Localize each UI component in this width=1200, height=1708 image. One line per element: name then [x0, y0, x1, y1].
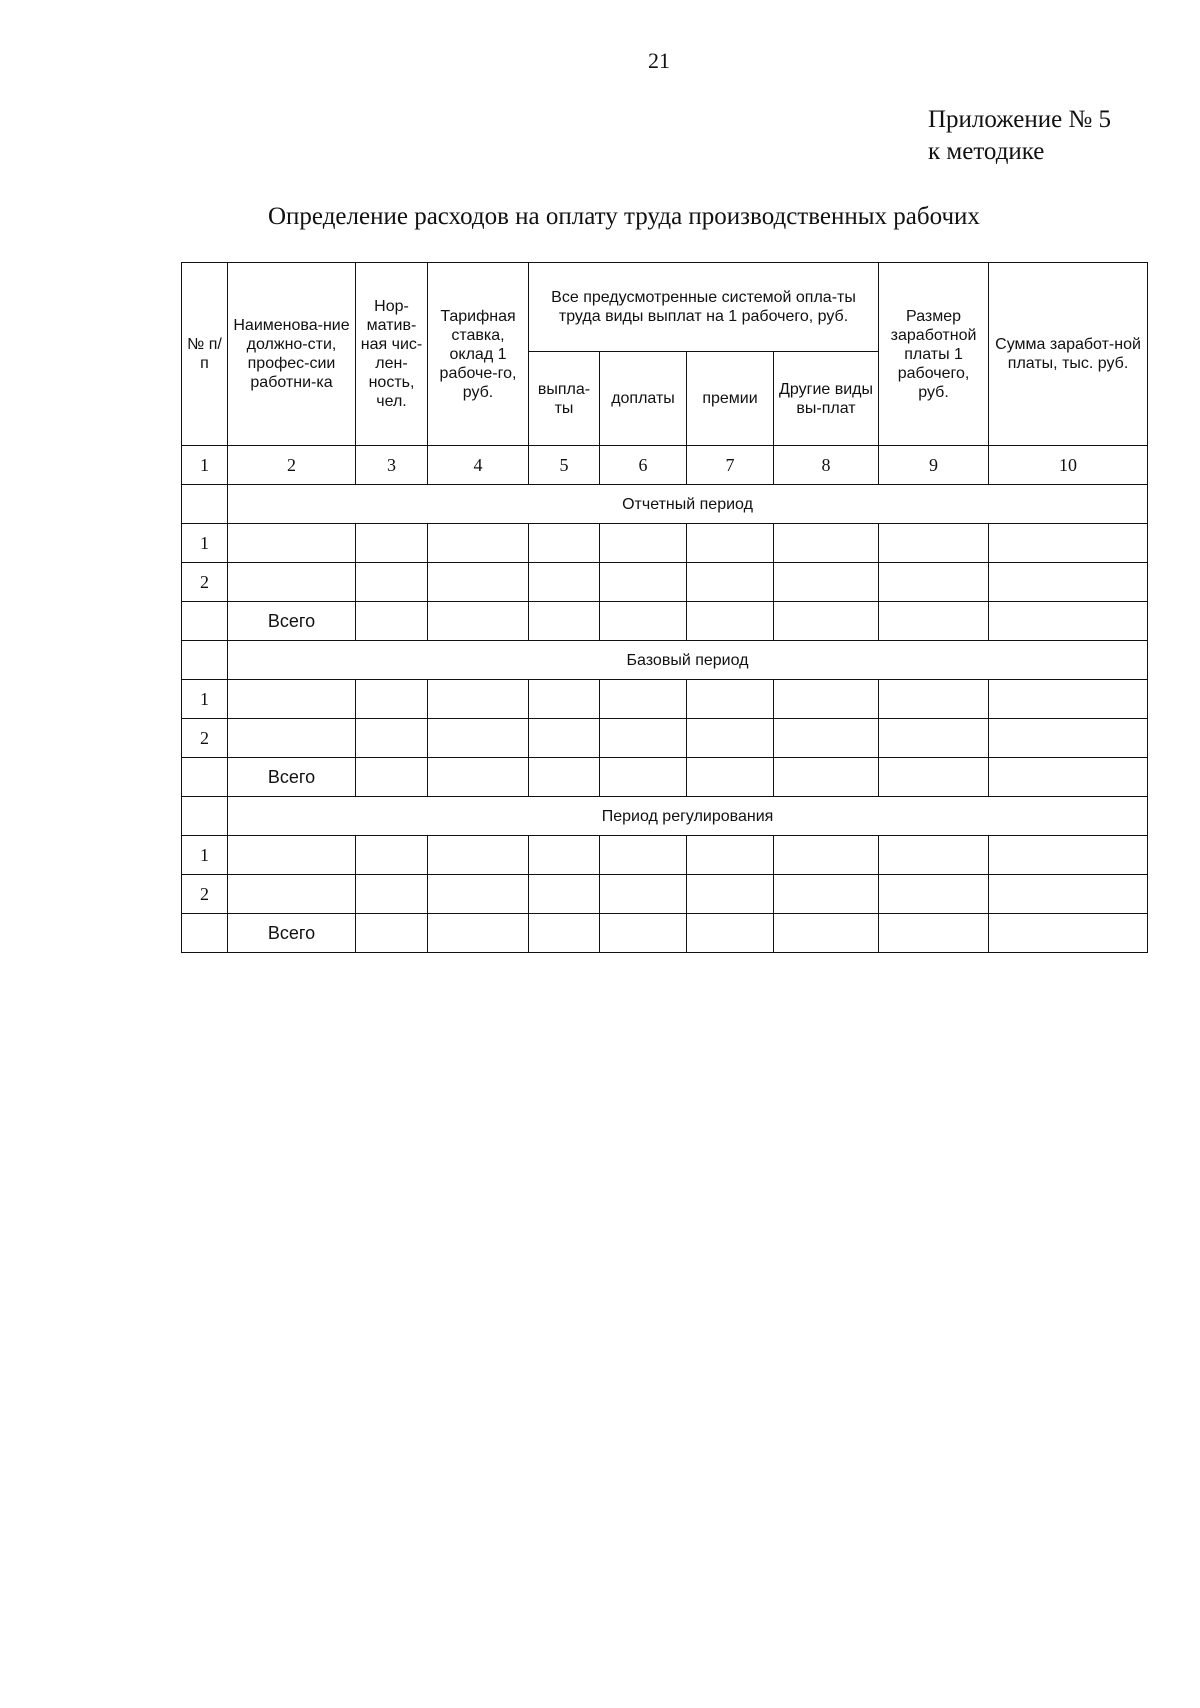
row-number: 1 — [182, 836, 228, 875]
empty-cell — [182, 758, 228, 797]
table-cell[interactable] — [774, 563, 879, 602]
section-label: Период регулирования — [228, 797, 1148, 836]
table-cell[interactable] — [228, 680, 356, 719]
table-cell[interactable] — [879, 563, 989, 602]
table-cell[interactable] — [600, 758, 687, 797]
table-cell[interactable] — [989, 524, 1148, 563]
table-cell[interactable] — [428, 875, 529, 914]
empty-cell — [182, 914, 228, 953]
table-cell[interactable] — [529, 875, 600, 914]
table-cell[interactable] — [428, 680, 529, 719]
table-cell[interactable] — [687, 875, 774, 914]
column-number: 8 — [774, 446, 879, 485]
table-cell[interactable] — [687, 602, 774, 641]
total-row — [182, 914, 1148, 953]
table-cell[interactable] — [228, 719, 356, 758]
table-cell[interactable] — [687, 680, 774, 719]
table-cell[interactable] — [989, 836, 1148, 875]
table-row — [182, 680, 1148, 719]
header-row-top — [182, 263, 1148, 352]
table-cell[interactable] — [774, 602, 879, 641]
row-number: 1 — [182, 524, 228, 563]
table-cell[interactable] — [687, 914, 774, 953]
table-cell[interactable] — [879, 836, 989, 875]
table-cell[interactable] — [774, 524, 879, 563]
column-number: 9 — [879, 446, 989, 485]
table-cell[interactable] — [529, 719, 600, 758]
table-cell[interactable] — [989, 680, 1148, 719]
column-number: 4 — [428, 446, 529, 485]
header-no: № п/п — [182, 263, 228, 446]
table-cell[interactable] — [428, 836, 529, 875]
total-row — [182, 602, 1148, 641]
empty-cell — [182, 797, 228, 836]
appendix-label — [928, 104, 1111, 168]
header-wage-sum: Сумма заработ-ной платы, тыс. руб. — [989, 263, 1148, 446]
table-cell[interactable] — [989, 719, 1148, 758]
header-payments-group: Все предусмотренные системой опла-ты труда виды выплат на 1 рабочего, руб. — [529, 263, 879, 352]
table-cell[interactable] — [989, 914, 1148, 953]
labor-cost-table — [181, 262, 1148, 953]
table-cell[interactable] — [774, 836, 879, 875]
table-cell[interactable] — [774, 719, 879, 758]
table-cell[interactable] — [529, 758, 600, 797]
section-header-regulation — [182, 797, 1148, 836]
table-row — [182, 563, 1148, 602]
header-tariff: Тарифная ставка, оклад 1 рабоче-го, руб. — [428, 263, 529, 446]
table-cell[interactable] — [687, 524, 774, 563]
table-cell[interactable] — [529, 602, 600, 641]
section-label: Отчетный период — [228, 485, 1148, 524]
empty-cell — [182, 485, 228, 524]
column-number: 1 — [182, 446, 228, 485]
table-cell[interactable] — [356, 719, 428, 758]
header-payouts: выпла-ты — [529, 352, 600, 446]
appendix-line-2: к методике — [928, 138, 1045, 165]
table-cell[interactable] — [687, 758, 774, 797]
table-cell[interactable] — [600, 875, 687, 914]
total-row — [182, 758, 1148, 797]
page-number: 21 — [648, 48, 670, 73]
table-cell[interactable] — [428, 758, 529, 797]
header-wage-size: Размер заработной платы 1 рабочего, руб. — [879, 263, 989, 446]
empty-cell — [182, 641, 228, 680]
table-cell[interactable] — [428, 563, 529, 602]
table-cell[interactable] — [774, 680, 879, 719]
table-cell[interactable] — [879, 719, 989, 758]
table-cell[interactable] — [529, 563, 600, 602]
document-title: Определение расходов на оплату труда производственных рабочих — [268, 203, 980, 230]
table-cell[interactable] — [529, 914, 600, 953]
table-row — [182, 836, 1148, 875]
total-label: Всего — [228, 758, 356, 797]
table-cell[interactable] — [356, 563, 428, 602]
row-number: 2 — [182, 875, 228, 914]
header-bonuses: премии — [687, 352, 774, 446]
table-row — [182, 719, 1148, 758]
table-cell[interactable] — [989, 758, 1148, 797]
header-position: Наименова-ние должно-сти, профес-сии работни-ка — [228, 263, 356, 446]
table-cell[interactable] — [228, 836, 356, 875]
table-cell[interactable] — [600, 836, 687, 875]
table-cell[interactable] — [356, 875, 428, 914]
table-cell[interactable] — [356, 524, 428, 563]
column-number: 7 — [687, 446, 774, 485]
table-cell[interactable] — [529, 836, 600, 875]
table-cell[interactable] — [356, 758, 428, 797]
table-cell[interactable] — [356, 914, 428, 953]
table-cell[interactable] — [879, 914, 989, 953]
table-row — [182, 524, 1148, 563]
column-number: 3 — [356, 446, 428, 485]
total-label: Всего — [228, 602, 356, 641]
table-cell[interactable] — [774, 758, 879, 797]
table-cell[interactable] — [600, 524, 687, 563]
section-header-reporting — [182, 485, 1148, 524]
table-cell[interactable] — [687, 563, 774, 602]
column-number-row — [182, 446, 1148, 485]
table-cell[interactable] — [989, 602, 1148, 641]
table-cell[interactable] — [774, 914, 879, 953]
empty-cell — [182, 602, 228, 641]
table-cell[interactable] — [989, 875, 1148, 914]
table-cell[interactable] — [356, 602, 428, 641]
table-cell[interactable] — [879, 524, 989, 563]
table-cell[interactable] — [428, 524, 529, 563]
table-cell[interactable] — [228, 875, 356, 914]
row-number: 1 — [182, 680, 228, 719]
total-label: Всего — [228, 914, 356, 953]
table-cell[interactable] — [879, 758, 989, 797]
table-cell[interactable] — [774, 875, 879, 914]
table-cell[interactable] — [879, 680, 989, 719]
table-cell[interactable] — [687, 836, 774, 875]
column-number: 10 — [989, 446, 1148, 485]
table-cell[interactable] — [879, 875, 989, 914]
table-cell[interactable] — [428, 719, 529, 758]
table-cell[interactable] — [356, 680, 428, 719]
table-cell[interactable] — [879, 602, 989, 641]
table-cell[interactable] — [428, 602, 529, 641]
table-cell[interactable] — [428, 914, 529, 953]
appendix-line-1: Приложение № 5 — [928, 106, 1112, 133]
table-cell[interactable] — [687, 719, 774, 758]
table-cell[interactable] — [600, 680, 687, 719]
header-surcharges: доплаты — [600, 352, 687, 446]
column-number: 5 — [529, 446, 600, 485]
table-cell[interactable] — [228, 563, 356, 602]
column-number: 6 — [600, 446, 687, 485]
table-cell[interactable] — [356, 836, 428, 875]
row-number: 2 — [182, 719, 228, 758]
row-number: 2 — [182, 563, 228, 602]
table-cell[interactable] — [600, 719, 687, 758]
table-row — [182, 875, 1148, 914]
table-cell[interactable] — [529, 680, 600, 719]
column-number: 2 — [228, 446, 356, 485]
section-header-base — [182, 641, 1148, 680]
section-label: Базовый период — [228, 641, 1148, 680]
table-cell[interactable] — [600, 602, 687, 641]
header-headcount: Нор-матив-ная чис-лен-ность, чел. — [356, 263, 428, 446]
table-cell[interactable] — [529, 524, 600, 563]
header-other: Другие виды вы-плат — [774, 352, 879, 446]
table-cell[interactable] — [989, 563, 1148, 602]
table-cell[interactable] — [600, 563, 687, 602]
table-cell[interactable] — [600, 914, 687, 953]
table-cell[interactable] — [228, 524, 356, 563]
